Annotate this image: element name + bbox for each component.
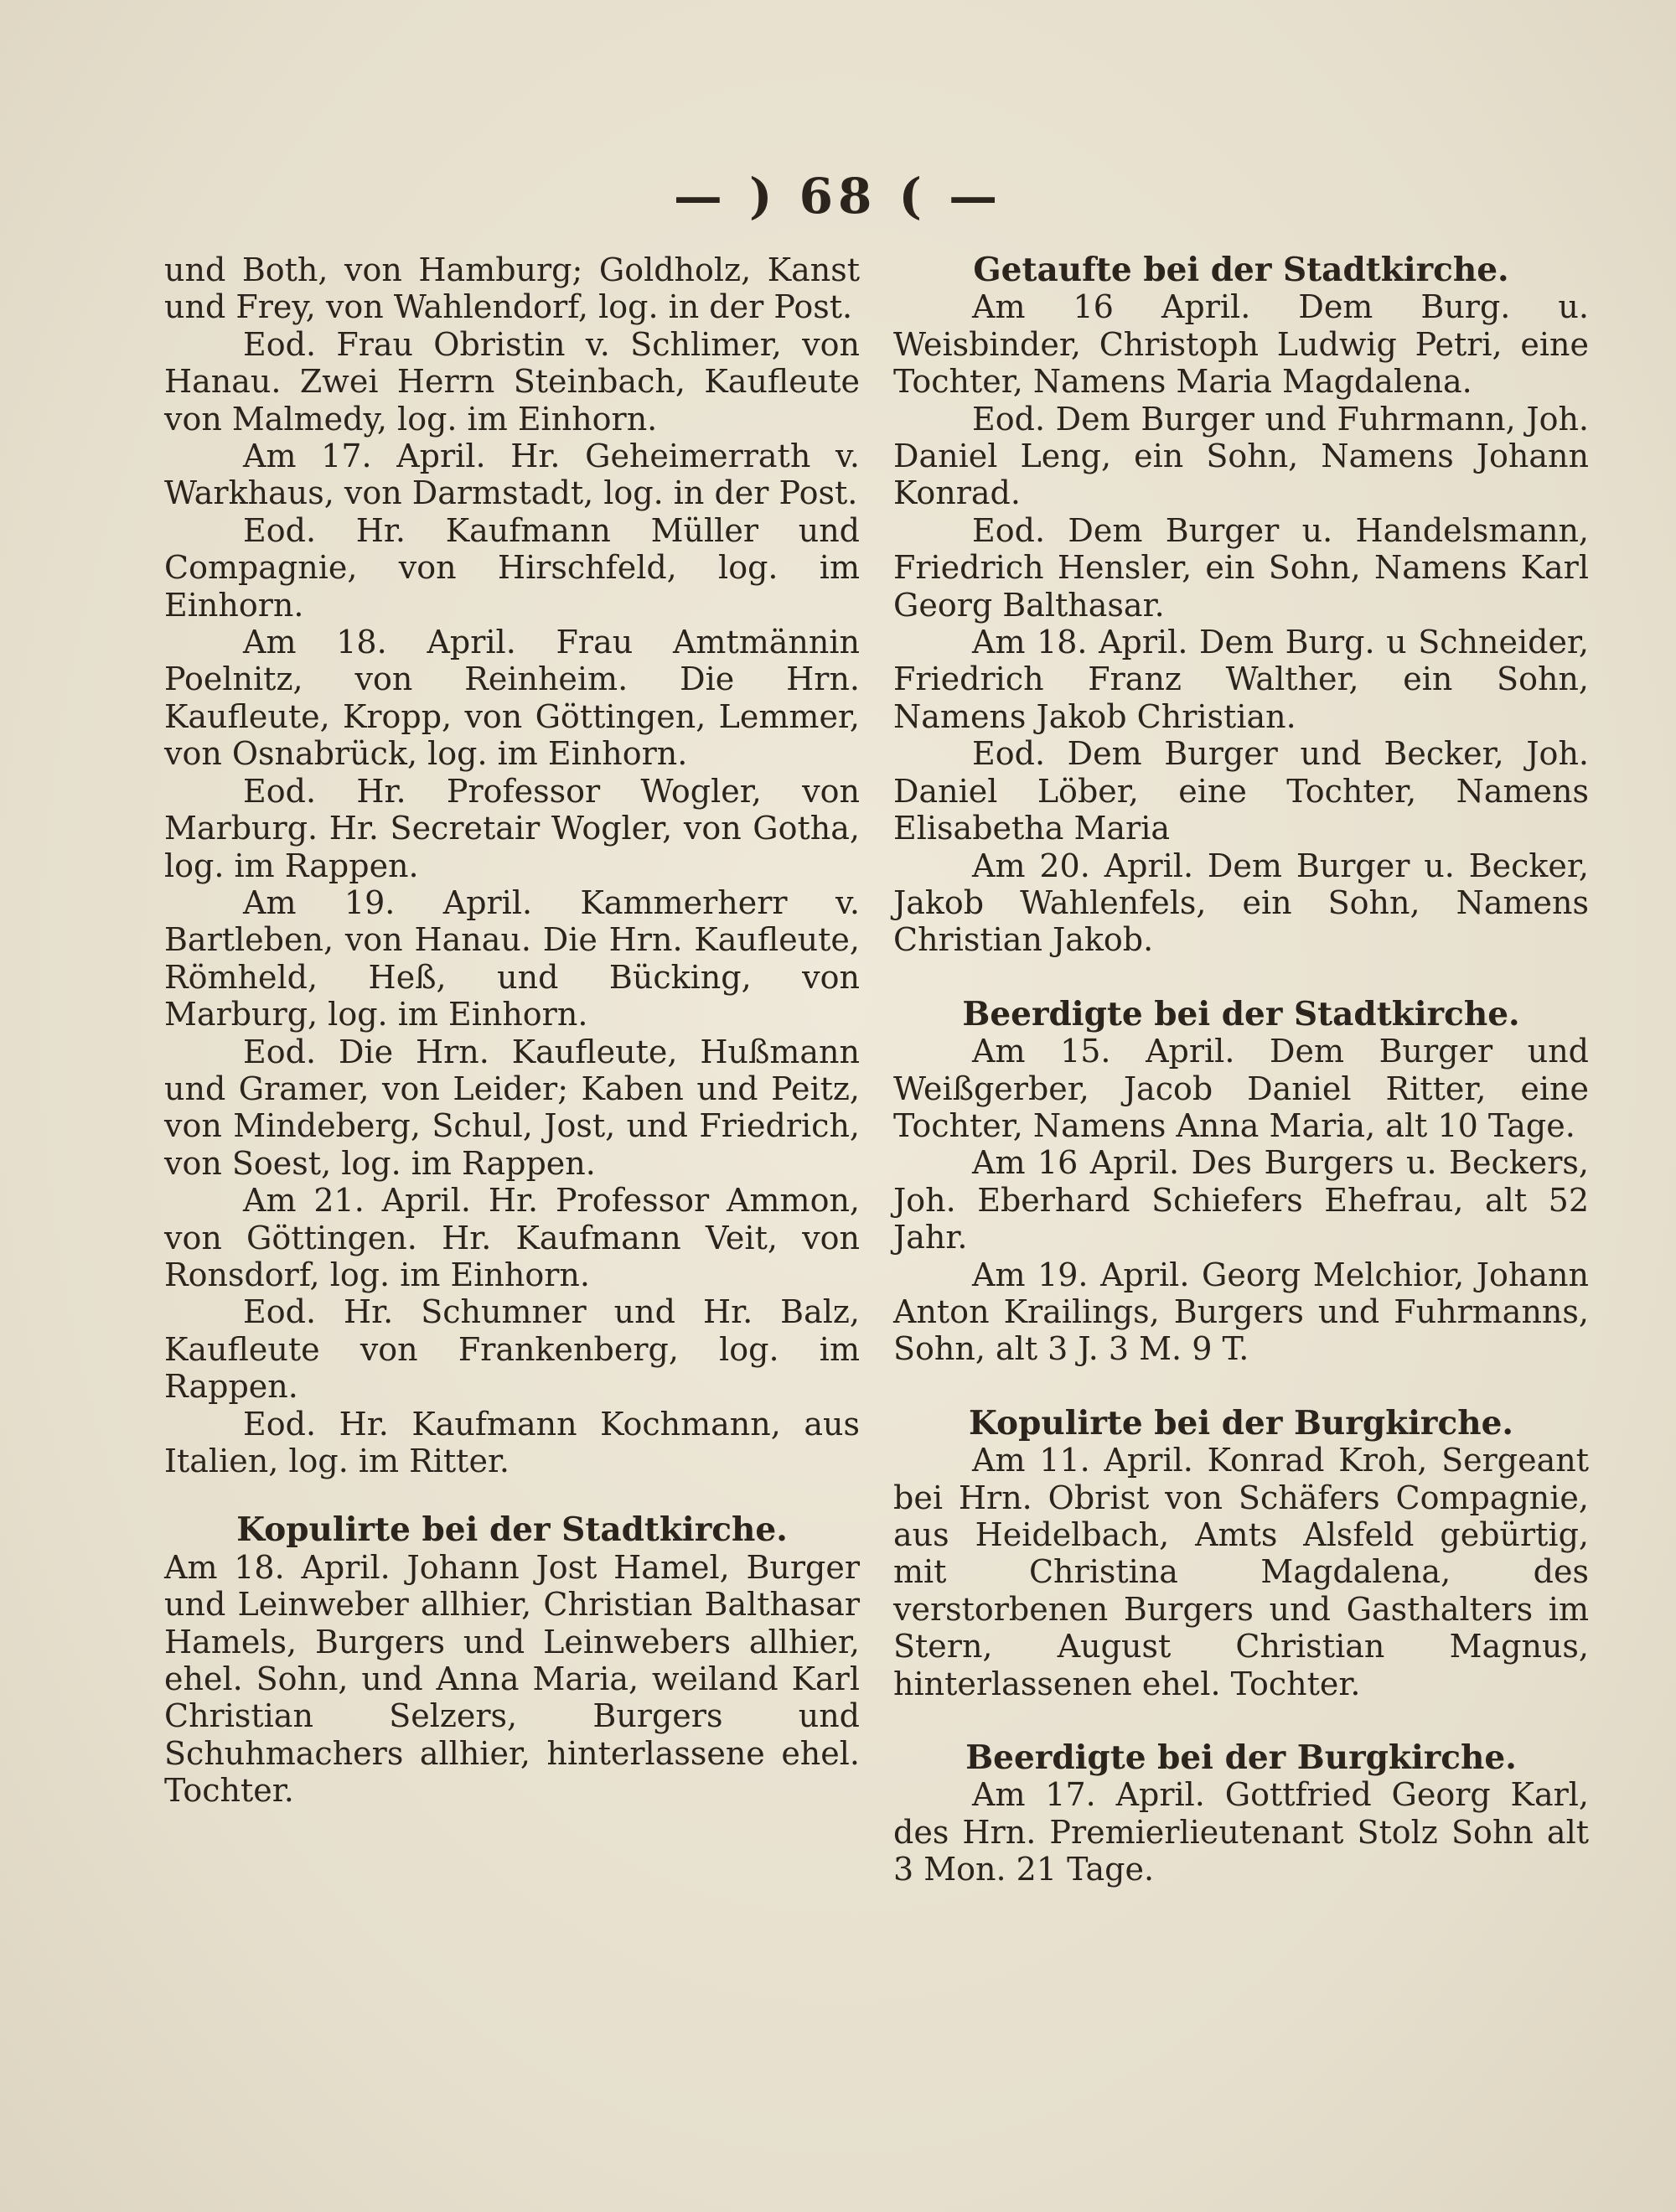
register-entry: Am 18. April. Frau Amtmännin Poelnitz, von Reinheim. Die Hrn. Kaufleute, Kropp, von Göttingen, Lemmer, von Osnabrück, log. im Einhorn. <box>164 624 860 773</box>
register-entry: Eod. Frau Obristin v. Schlimer, von Hanau. Zwei Herrn Steinbach, Kaufleute von Malmedy, log. im Einhorn. <box>164 325 860 438</box>
register-entry: Eod. Hr. Professor Wogler, von Marburg. Hr. Secretair Wogler, von Gotha, log. im Rappen. <box>164 772 860 884</box>
register-entry: Eod. Dem Burger u. Handelsmann, Friedrich Hensler, ein Sohn, Namens Karl Georg Balthasar. <box>893 511 1589 624</box>
register-entry: Eod. Die Hrn. Kaufleute, Hußmann und Gramer, von Leider; Kaben und Peitz, von Mindeberg, Schul, Jost, und Friedrich, von Soest, log. im Rappen. <box>164 1033 860 1182</box>
register-entry: Am 17. April. Gottfried Georg Karl, des Hrn. Premierlieutenant Stolz Sohn alt 3 Mon. 21 Tage. <box>893 1776 1589 1888</box>
register-entry: Am 17. April. Hr. Geheimerrath v. Warkhaus, von Darmstadt, log. in der Post. <box>164 438 860 512</box>
register-entry: Eod. Dem Burger und Becker, Joh. Daniel Löber, eine Tochter, Namens Elisabetha Maria <box>893 735 1589 847</box>
register-entry: Am 11. April. Konrad Kroh, Sergeant bei Hrn. Obrist von Schäfers Compagnie, aus Heidelbach, Amts Alsfeld gebürtig, mit Christina Magdalena, des verstorbenen Burgers und Gasthalters im Stern, August Christian Magnus, hinterlassenen ehel. Tochter. <box>893 1442 1589 1702</box>
section-heading: Beerdigte bei der Burgkirche. <box>965 1738 1517 1778</box>
register-entry: Am 15. April. Dem Burger und Weißgerber, Jacob Daniel Ritter, eine Tochter, Namens Anna Maria, alt 10 Tage. <box>893 1033 1589 1144</box>
left-column <box>164 251 860 1810</box>
register-entry: Am 19. April. Kammerherr v. Bartleben, von Hanau. Die Hrn. Kaufleute, Römheld, Heß, und Bücking, von Marburg, log. im Einhorn. <box>164 883 860 1033</box>
section-heading: Beerdigte bei der Stadtkirche. <box>962 994 1520 1033</box>
register-entry: Am 21. April. Hr. Professor Ammon, von Göttingen. Hr. Kaufmann Veit, von Ronsdorf, log. im Einhorn. <box>164 1182 860 1293</box>
register-entry: Eod. Hr. Schumner und Hr. Balz, Kaufleute von Frankenberg, log. im Rappen. <box>164 1293 860 1406</box>
section-heading: Getaufte bei der Stadtkirche. <box>973 251 1509 289</box>
register-entry: Am 16 April. Dem Burg. u. Weisbinder, Christoph Ludwig Petri, eine Tochter, Namens Maria Magdalena. <box>893 288 1589 401</box>
register-entry: Am 16 April. Des Burgers u. Beckers, Joh. Eberhard Schiefers Ehefrau, alt 52 Jahr. <box>893 1144 1589 1256</box>
register-entry: Am 18. April. Johann Jost Hamel, Burger und Leinweber allhier, Christian Balthasar Hamels, Burgers und Leinwebers allhier, ehel. Sohn, und Anna Maria, weiland Karl Christian Selzers, Burgers und Schuhmachers allhier, hinterlassene ehel. Tochter. <box>164 1548 860 1810</box>
register-entry: Eod. Dem Burger und Fuhrmann, Joh. Daniel Leng, ein Sohn, Namens Johann Konrad. <box>893 400 1589 512</box>
register-entry: Eod. Hr. Kaufmann Müller und Compagnie, von Hirschfeld, log. im Einhorn. <box>164 511 860 624</box>
right-column <box>893 251 1589 1888</box>
page-number-header: — ) 68 ( — <box>673 168 1003 225</box>
register-entry: und Both, von Hamburg; Goldholz, Kanst und Frey, von Wahlendorf, log. in der Post. <box>164 251 860 326</box>
section-heading: Kopulirte bei der Stadtkirche. <box>236 1510 788 1550</box>
register-entry: Eod. Hr. Kaufmann Kochmann, aus Italien, log. im Ritter. <box>164 1405 860 1479</box>
register-entry: Am 19. April. Georg Melchior, Johann Anton Krailings, Burgers und Fuhrmanns, Sohn, alt 3 J. 3 M. 9 T. <box>893 1256 1589 1368</box>
register-entry: Am 20. April. Dem Burger u. Becker, Jakob Wahlenfels, ein Sohn, Namens Christian Jakob. <box>893 847 1589 959</box>
section-heading: Kopulirte bei der Burgkirche. <box>969 1403 1513 1443</box>
register-entry: Am 18. April. Dem Burg. u Schneider, Friedrich Franz Walther, ein Sohn, Namens Jakob Christian. <box>893 624 1589 735</box>
